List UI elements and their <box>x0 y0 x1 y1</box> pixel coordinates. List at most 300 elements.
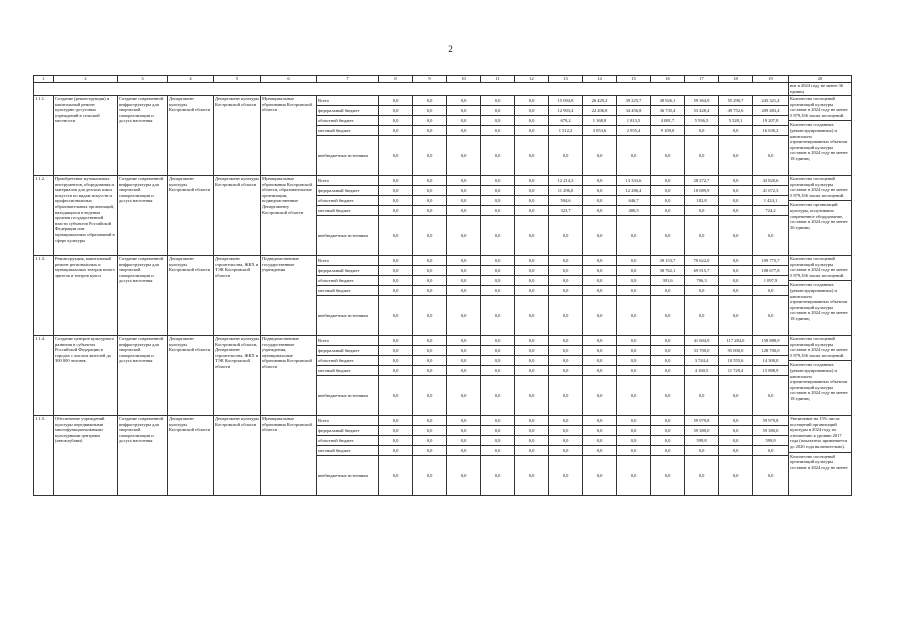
funding-source-label: областной бюджет <box>317 196 379 206</box>
amount-cell: 0,0 <box>719 266 753 276</box>
amount-cell: 128 700,0 <box>753 346 789 356</box>
amount-cell: 0,0 <box>617 336 651 346</box>
amount-cell: 0,0 <box>447 186 481 196</box>
column-number-cell: 3 <box>118 76 168 83</box>
amount-cell: 0,0 <box>379 436 413 446</box>
amount-cell: 0,0 <box>379 456 413 496</box>
amount-cell: 0,0 <box>481 206 515 216</box>
amount-cell: 0,0 <box>583 136 617 176</box>
amount-cell: 0,0 <box>719 136 753 176</box>
result-divider <box>789 120 851 121</box>
amount-cell: 0,0 <box>753 286 789 296</box>
amount-cell: 0,0 <box>447 416 481 426</box>
amount-cell: 0,0 <box>549 136 583 176</box>
amount-cell: 0,0 <box>719 176 753 186</box>
amount-cell: 0,0 <box>651 336 685 346</box>
measure-result <box>789 176 852 256</box>
measure-customer: Департамент культуры Костромской области <box>168 256 214 336</box>
funding-source-label: областной бюджет <box>317 276 379 286</box>
amount-cell: 0,0 <box>481 356 515 366</box>
amount-cell: 0,0 <box>583 356 617 366</box>
amount-cell: 0,0 <box>651 456 685 496</box>
page-number: 2 <box>448 44 453 54</box>
amount-cell: 0,0 <box>413 436 447 446</box>
amount-cell: 0,0 <box>481 296 515 336</box>
amount-cell: 0,0 <box>651 136 685 176</box>
amount-cell: 0,0 <box>447 176 481 186</box>
measure-code: 1.1.1. <box>34 96 54 176</box>
amount-cell: 0,0 <box>447 436 481 446</box>
amount-cell: 0,0 <box>379 366 413 376</box>
measure-name: Приобретение музыкальных инструментов, оборудования и материалов для детских школ искусств по видам искусств и профессиональных образовательных организаций, находящихся в ведении органов государственной власти субъектов Российской Федерации или муниципальных образований в сфере культуры <box>54 176 118 256</box>
amount-cell: 49 926,1 <box>651 96 685 106</box>
amount-cell: 0,0 <box>515 106 549 116</box>
amount-cell: 14 300,0 <box>753 356 789 366</box>
amount-cell: 0,0 <box>685 446 719 456</box>
amount-cell: 0,0 <box>719 216 753 256</box>
funding-source-label: областной бюджет <box>317 356 379 366</box>
amount-cell: 0,0 <box>651 446 685 456</box>
amount-cell: 0,0 <box>447 456 481 496</box>
amount-cell: 0,0 <box>413 256 447 266</box>
amount-cell: 0,0 <box>617 436 651 446</box>
amount-cell: 41 604,9 <box>685 336 719 346</box>
amount-cell: 0,0 <box>583 276 617 286</box>
amount-cell: 0,0 <box>651 356 685 366</box>
amount-cell: 109 775,7 <box>753 256 789 266</box>
result-divider <box>789 200 851 201</box>
amount-cell: 15 094,8 <box>549 96 583 106</box>
column-number-cell: 11 <box>481 76 515 83</box>
amount-cell: 0,0 <box>481 96 515 106</box>
amount-cell: 0,0 <box>447 256 481 266</box>
amount-cell: 0,0 <box>719 436 753 446</box>
amount-cell: 0,0 <box>447 136 481 176</box>
amount-cell: 0,0 <box>447 376 481 416</box>
measure-customer: Департамент культуры Костромской области <box>168 176 214 256</box>
amount-cell: 0,0 <box>617 136 651 176</box>
amount-cell: 0,0 <box>719 196 753 206</box>
amount-cell: 0,0 <box>447 346 481 356</box>
amount-cell: 0,0 <box>549 446 583 456</box>
amount-cell: 3 053,6 <box>583 126 617 136</box>
amount-cell: 0,0 <box>447 116 481 126</box>
amount-cell: 0,0 <box>583 176 617 186</box>
amount-cell: 0,0 <box>413 206 447 216</box>
amount-cell: 0,0 <box>549 426 583 436</box>
amount-cell: 0,0 <box>481 136 515 176</box>
amount-cell: 0,0 <box>481 196 515 206</box>
amount-cell: 0,0 <box>651 186 685 196</box>
amount-cell: 0,0 <box>549 346 583 356</box>
column-number-cell: 8 <box>379 76 413 83</box>
amount-cell: 0,0 <box>481 256 515 266</box>
amount-cell: 0,0 <box>753 296 789 336</box>
amount-cell: 0,0 <box>583 456 617 496</box>
funding-row <box>34 176 852 186</box>
amount-cell: 16 630,2 <box>753 126 789 136</box>
amount-cell: 0,0 <box>515 136 549 176</box>
amount-cell: 0,0 <box>515 346 549 356</box>
amount-cell: 0,0 <box>413 106 447 116</box>
amount-cell: 0,0 <box>481 176 515 186</box>
measure-goal: Создание современной инфраструктуры для творческой самореализации и досуга населения <box>118 416 168 496</box>
amount-cell: 19 207,8 <box>753 116 789 126</box>
amount-cell: 1 512,2 <box>549 126 583 136</box>
amount-cell: 0,0 <box>719 416 753 426</box>
amount-cell: 0,0 <box>447 216 481 256</box>
amount-cell: 0,0 <box>549 366 583 376</box>
result-divider <box>789 360 851 361</box>
amount-cell: 12 903,4 <box>549 106 583 116</box>
amount-cell: 0,0 <box>685 136 719 176</box>
amount-cell: 0,0 <box>549 376 583 416</box>
column-number-cell: 2 <box>54 76 118 83</box>
measure-participant: Муниципальные образования Костромской области <box>261 416 317 496</box>
amount-cell: 0,0 <box>617 356 651 366</box>
amount-cell: 28 272,7 <box>685 176 719 186</box>
amount-cell: 0,0 <box>583 436 617 446</box>
result-divider <box>789 452 851 453</box>
amount-cell: 0,0 <box>515 206 549 216</box>
measure-goal: Создание современной инфраструктуры для творческой самореализации и досуга населения <box>118 96 168 176</box>
funding-source-label: местный бюджет <box>317 446 379 456</box>
amount-cell: 0,0 <box>583 216 617 256</box>
amount-cell: 0,0 <box>651 346 685 356</box>
amount-cell: 0,0 <box>447 266 481 276</box>
amount-cell: 724,2 <box>753 206 789 216</box>
amount-cell: 0,0 <box>379 446 413 456</box>
amount-cell: 0,0 <box>583 376 617 416</box>
amount-cell: 0,0 <box>379 96 413 106</box>
amount-cell: 11 296,0 <box>549 186 583 196</box>
measure-executor: Департамент культуры Костромской области <box>214 416 261 496</box>
amount-cell: 12 286,4 <box>617 186 651 196</box>
amount-cell: 0,0 <box>515 286 549 296</box>
amount-cell: 0,0 <box>515 176 549 186</box>
amount-cell: 0,0 <box>379 296 413 336</box>
amount-cell: 0,0 <box>447 296 481 336</box>
amount-cell: 0,0 <box>413 176 447 186</box>
amount-cell: 0,0 <box>617 416 651 426</box>
amount-cell: 245 321,4 <box>753 96 789 106</box>
amount-cell: 34 456,8 <box>617 106 651 116</box>
amount-cell: 0,0 <box>515 446 549 456</box>
amount-cell: 0,0 <box>617 376 651 416</box>
funding-source-label: внебюджетные источники <box>317 136 379 176</box>
amount-cell: 0,0 <box>481 366 515 376</box>
amount-cell: 0,0 <box>583 366 617 376</box>
amount-cell: 0,0 <box>617 276 651 286</box>
measure-executor: Департамент культуры Костромской области <box>214 176 261 256</box>
amount-cell: 0,0 <box>651 296 685 336</box>
amount-cell: 0,0 <box>379 286 413 296</box>
amount-cell: 0,0 <box>481 376 515 416</box>
amount-cell: 1 424,1 <box>753 196 789 206</box>
amount-cell: 0,0 <box>413 216 447 256</box>
measure-customer: Департамент культуры Костромской области <box>168 416 214 496</box>
amount-cell: 0,0 <box>447 106 481 116</box>
amount-cell: 11 728,4 <box>719 366 753 376</box>
measure-customer: Департамент культуры Костромской области <box>168 336 214 416</box>
amount-cell: 1 097,9 <box>753 276 789 286</box>
amount-cell: 0,0 <box>651 196 685 206</box>
amount-cell: 0,0 <box>379 356 413 366</box>
amount-cell: 0,0 <box>413 276 447 286</box>
amount-cell: 0,0 <box>413 186 447 196</box>
amount-cell: 0,0 <box>447 196 481 206</box>
column-number-cell: 14 <box>583 76 617 83</box>
amount-cell: 0,0 <box>379 266 413 276</box>
amount-cell: 0,0 <box>379 256 413 266</box>
column-number-cell: 5 <box>214 76 261 83</box>
funding-source-label: федеральный бюджет <box>317 346 379 356</box>
amount-cell: 0,0 <box>379 416 413 426</box>
funding-source-label: Всего <box>317 416 379 426</box>
amount-cell: 0,0 <box>651 176 685 186</box>
amount-cell: 0,0 <box>651 366 685 376</box>
amount-cell: 0,0 <box>617 286 651 296</box>
amount-cell: 182,8 <box>685 196 719 206</box>
amount-cell: 0,0 <box>515 256 549 266</box>
amount-cell: 41 672,3 <box>753 186 789 196</box>
amount-cell: 95 000,0 <box>719 346 753 356</box>
column-number-cell: 17 <box>685 76 719 83</box>
amount-cell: 0,0 <box>719 186 753 196</box>
amount-cell: 0,0 <box>685 456 719 496</box>
amount-cell: 0,0 <box>481 266 515 276</box>
result-text-1: Количество посещений организаций культуры составит в 2024 году не менее 5 879,356 тысяч посещений. <box>790 96 848 118</box>
amount-cell: 646,7 <box>617 196 651 206</box>
amount-cell: 39 225,7 <box>617 96 651 106</box>
amount-cell: 0,0 <box>583 286 617 296</box>
amount-cell: 4 160,5 <box>685 366 719 376</box>
amount-cell: 0,0 <box>651 426 685 436</box>
amount-cell: 0,0 <box>515 296 549 336</box>
amount-cell: 0,0 <box>447 126 481 136</box>
result-text-2: Количество созданных (реконструированных) и капитально отремонтированных объектов организаций культуры составит в 2024 году не менее 18 единиц <box>790 362 848 401</box>
measure-customer: Департамент культуры Костромской области <box>168 96 214 176</box>
amount-cell: 0,0 <box>447 206 481 216</box>
funding-row <box>34 416 852 426</box>
amount-cell: 0,0 <box>413 196 447 206</box>
amount-cell: 1 813,5 <box>617 116 651 126</box>
amount-cell: 323,7 <box>549 206 583 216</box>
measure-result <box>789 256 852 336</box>
amount-cell: 0,0 <box>379 176 413 186</box>
funding-row <box>34 96 852 106</box>
carryover-result: ниг в 2024 году не менее 36 единиц <box>789 83 852 96</box>
amount-cell: 0,0 <box>515 276 549 286</box>
amount-cell: 0,0 <box>447 336 481 346</box>
amount-cell: 0,0 <box>617 366 651 376</box>
amount-cell: 599,8 <box>685 436 719 446</box>
amount-cell: 0,0 <box>413 356 447 366</box>
amount-cell: 0,0 <box>719 206 753 216</box>
column-number-cell: 9 <box>413 76 447 83</box>
amount-cell: 26 429,2 <box>583 96 617 106</box>
amount-cell: 0,0 <box>515 126 549 136</box>
result-text-1: Увеличение на 15% числа посещений организаций культуры в 2024 году по отношению к уровню 2017 года (показатель применяется до 2020 года включительно). <box>790 416 848 449</box>
amount-cell: 0,0 <box>413 136 447 176</box>
amount-cell: 0,0 <box>481 436 515 446</box>
measure-executor: Департамент культуры Костромской области <box>214 96 261 176</box>
amount-cell: 0,0 <box>379 376 413 416</box>
amount-cell: 0,0 <box>549 356 583 366</box>
column-number-cell: 15 <box>617 76 651 83</box>
funding-source-label: внебюджетные источники <box>317 216 379 256</box>
amount-cell: 0,0 <box>753 216 789 256</box>
amount-cell: 0,0 <box>379 206 413 216</box>
column-number-cell: 4 <box>168 76 214 83</box>
column-number-cell: 20 <box>789 76 852 83</box>
amount-cell: 0,0 <box>583 416 617 426</box>
amount-cell: 0,0 <box>549 336 583 346</box>
funding-source-label: областной бюджет <box>317 116 379 126</box>
amount-cell: 0,0 <box>719 126 753 136</box>
amount-cell: 0,0 <box>447 446 481 456</box>
amount-cell: 0,0 <box>413 366 447 376</box>
amount-cell: 0,0 <box>447 356 481 366</box>
result-text-1: Количество посещений организаций культуры составит в 2024 году не менее 5 879,356 тысяч посещений. <box>790 256 848 278</box>
column-number-cell: 18 <box>719 76 753 83</box>
measure-participant: Муниципальные образования Костромской области, образовательные организации, подведомственные Департаменту Костромской области <box>261 176 317 256</box>
measure-executor: Департамент культуры Костромской области, Департамент строительства, ЖКХ и ТЭК Костромской области <box>214 336 261 416</box>
amount-cell: 0,0 <box>583 256 617 266</box>
amount-cell: 0,0 <box>617 256 651 266</box>
column-number-cell: 10 <box>447 76 481 83</box>
amount-cell: 0,0 <box>583 336 617 346</box>
amount-cell: 0,0 <box>719 286 753 296</box>
result-divider <box>789 280 851 281</box>
amount-cell: 0,0 <box>515 416 549 426</box>
amount-cell: 33 700,0 <box>685 346 719 356</box>
measure-goal: Создание современной инфраструктуры для творческой самореализации и досуга населения <box>118 256 168 336</box>
funding-row <box>34 256 852 266</box>
amount-cell: 0,0 <box>515 266 549 276</box>
amount-cell: 0,0 <box>617 346 651 356</box>
amount-cell: 0,0 <box>549 276 583 286</box>
amount-cell: 4 081,7 <box>651 116 685 126</box>
amount-cell: 0,0 <box>549 266 583 276</box>
amount-cell: 0,0 <box>719 446 753 456</box>
amount-cell: 0,0 <box>481 186 515 196</box>
amount-cell: 15 888,9 <box>753 366 789 376</box>
measure-participant: Подведомственные государственные учреждения, муниципальные образования Костромской области <box>261 336 317 416</box>
amount-cell: 0,0 <box>515 356 549 366</box>
amount-cell: 69 915,7 <box>685 266 719 276</box>
amount-cell: 0,0 <box>413 426 447 436</box>
funding-source-label: Всего <box>317 256 379 266</box>
amount-cell: 36 735,4 <box>651 106 685 116</box>
amount-cell: 0,0 <box>685 286 719 296</box>
amount-cell: 0,0 <box>481 216 515 256</box>
amount-cell: 599,8 <box>753 436 789 446</box>
column-number-cell: 12 <box>515 76 549 83</box>
amount-cell: 0,0 <box>515 376 549 416</box>
amount-cell: 0,0 <box>651 216 685 256</box>
amount-cell: 0,0 <box>447 276 481 286</box>
amount-cell: 0,0 <box>447 426 481 436</box>
funding-source-label: Всего <box>317 176 379 186</box>
amount-cell: 0,0 <box>515 196 549 206</box>
amount-cell: 0,0 <box>515 186 549 196</box>
amount-cell: 0,0 <box>413 96 447 106</box>
budget-table <box>33 75 852 496</box>
amount-cell: 0,0 <box>515 436 549 446</box>
amount-cell: 0,0 <box>617 426 651 436</box>
amount-cell: 0,0 <box>583 446 617 456</box>
amount-cell: 0,0 <box>413 336 447 346</box>
amount-cell: 0,0 <box>413 286 447 296</box>
amount-cell: 0,0 <box>447 96 481 106</box>
column-number-cell: 19 <box>753 76 789 83</box>
measure-code: 1.1.2. <box>34 176 54 256</box>
amount-cell: 5 528,1 <box>719 116 753 126</box>
amount-cell: 0,0 <box>719 256 753 266</box>
funding-source-label: федеральный бюджет <box>317 266 379 276</box>
amount-cell: 0,0 <box>379 346 413 356</box>
amount-cell: 38 762,1 <box>651 266 685 276</box>
amount-cell: 59 364,9 <box>685 96 719 106</box>
measure-goal: Создание современной инфраструктуры для творческой самореализации и досуга населения <box>118 336 168 416</box>
amount-cell: 679,2 <box>549 116 583 126</box>
measure-participant: Подведомственные государственные учреждения <box>261 256 317 336</box>
amount-cell: 0,0 <box>719 276 753 286</box>
amount-cell: 0,0 <box>481 126 515 136</box>
amount-cell: 209 483,4 <box>753 106 789 116</box>
amount-cell: 0,0 <box>515 456 549 496</box>
amount-cell: 0,0 <box>515 336 549 346</box>
amount-cell: 0,0 <box>651 206 685 216</box>
amount-cell: 0,0 <box>549 456 583 496</box>
amount-cell: 0,0 <box>481 346 515 356</box>
funding-source-label: федеральный бюджет <box>317 106 379 116</box>
amount-cell: 0,0 <box>549 436 583 446</box>
column-number-cell: 1 <box>34 76 54 83</box>
result-text-1: Количество посещений организаций культуры составит в 2024 году не менее 5 879,356 тысяч посещений. <box>790 336 848 358</box>
amount-cell: 0,0 <box>583 196 617 206</box>
amount-cell: 0,0 <box>413 416 447 426</box>
amount-cell: 0,0 <box>583 346 617 356</box>
amount-cell: 0,0 <box>481 456 515 496</box>
amount-cell: 0,0 <box>515 216 549 256</box>
amount-cell: 0,0 <box>583 296 617 336</box>
amount-cell: 0,0 <box>651 286 685 296</box>
amount-cell: 0,0 <box>685 206 719 216</box>
amount-cell: 70 622,0 <box>685 256 719 266</box>
amount-cell: 22 206,8 <box>583 106 617 116</box>
amount-cell: 0,0 <box>753 456 789 496</box>
amount-cell: 12 214,3 <box>549 176 583 186</box>
funding-source-label: Всего <box>317 336 379 346</box>
result-text-2: Количество созданных (реконструированных) и капитально отремонтированных объектов организаций культуры составит в 2024 году не менее 18 единиц <box>790 122 848 161</box>
amount-cell: 0,0 <box>413 126 447 136</box>
amount-cell: 0,0 <box>617 266 651 276</box>
amount-cell: 0,0 <box>413 266 447 276</box>
amount-cell: 0,0 <box>583 186 617 196</box>
amount-cell: 0,0 <box>515 116 549 126</box>
amount-cell: 0,0 <box>719 376 753 416</box>
measure-executor: Департамент строительства, ЖКХ и ТЭК Костромской области <box>214 256 261 336</box>
amount-cell: 0,0 <box>651 376 685 416</box>
amount-cell: 0,0 <box>481 276 515 286</box>
funding-source-label: внебюджетные источники <box>317 296 379 336</box>
amount-cell: 0,0 <box>481 286 515 296</box>
carryover-blank <box>34 83 789 96</box>
amount-cell: 3 744,4 <box>685 356 719 366</box>
amount-cell: 0,0 <box>481 106 515 116</box>
